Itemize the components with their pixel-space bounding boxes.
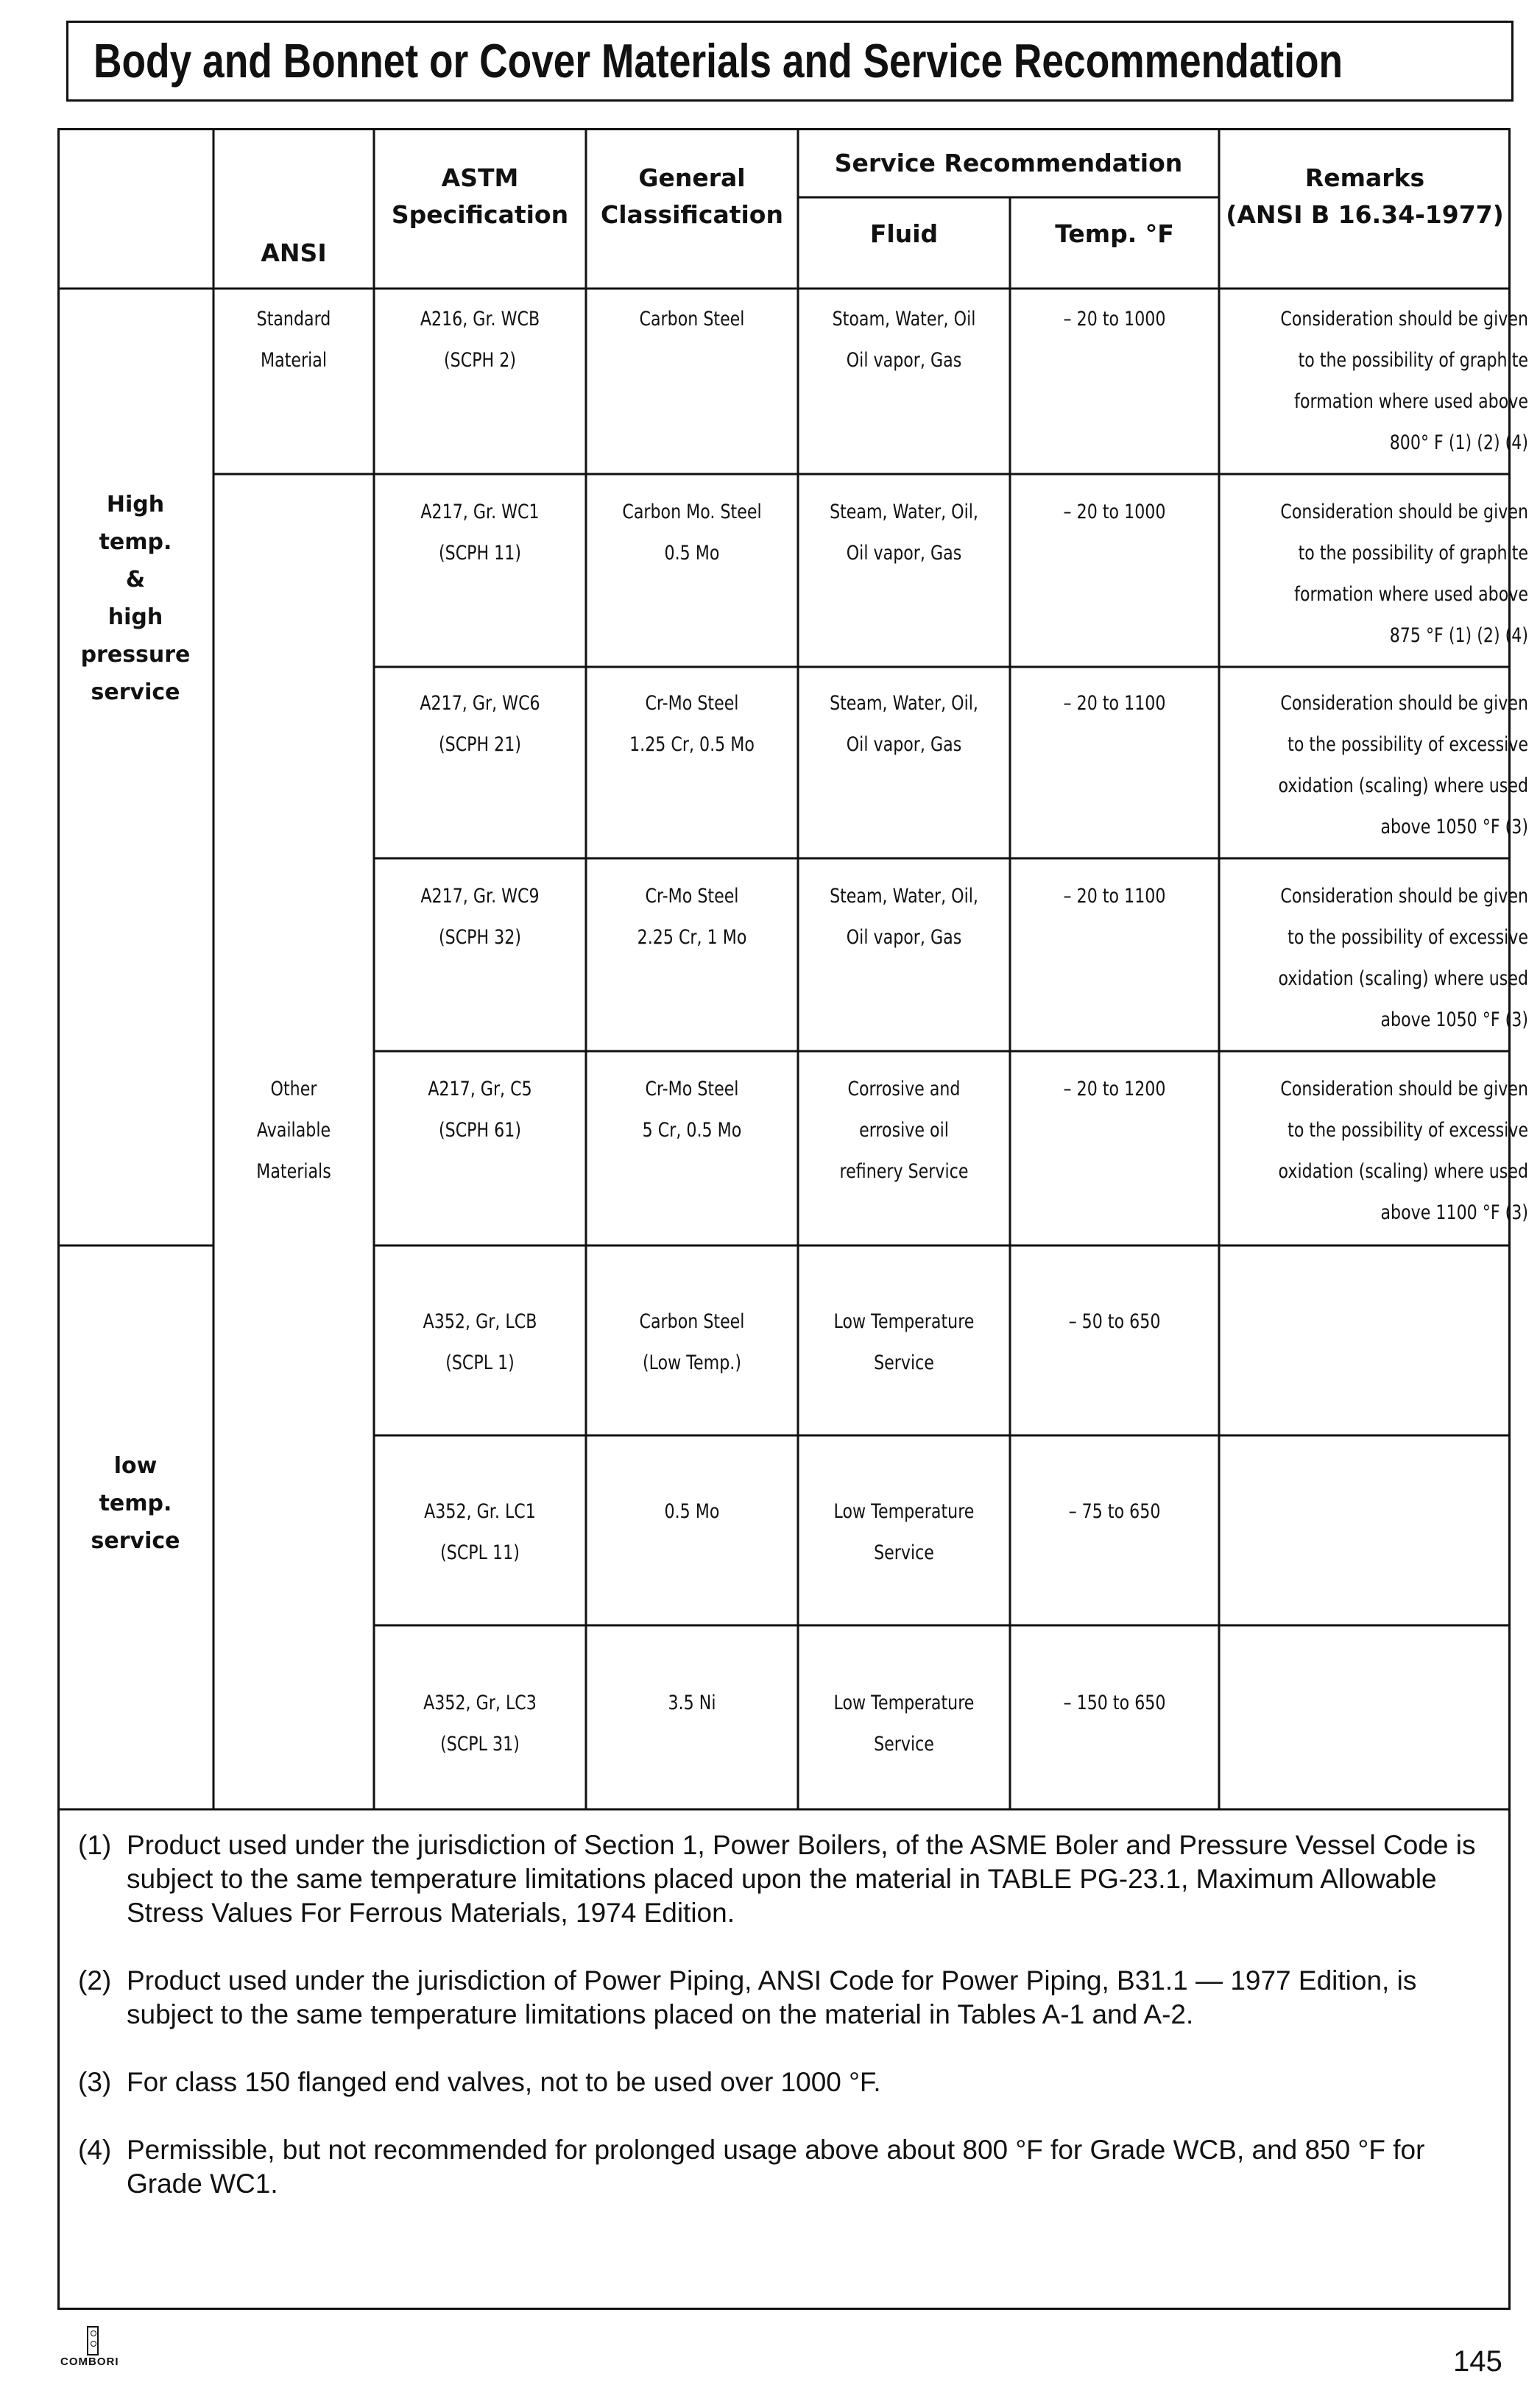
table-row-7-general: 0.5 Mo: [664, 1500, 720, 1523]
footnotes: [78, 1828, 1477, 2235]
footnote-3: [78, 2065, 1477, 2099]
table-row-2-temp: – 20 to 1000: [1063, 501, 1166, 523]
group-high-temp: High temp. & high pressure service: [80, 492, 191, 705]
table-row-2-general: Carbon Mo. Steel 0.5 Mo: [622, 501, 762, 565]
table-row-8-temp: – 150 to 650: [1063, 1692, 1166, 1714]
table-row-8-astm: A352, Gr, LC3 (SCPL 31): [423, 1692, 537, 1756]
table-row-2-remarks: Consideration should be given to the possibility of graphite formation where used above 875 °F (1) (2) (4): [1280, 501, 1528, 647]
header-astm-line2: Specification: [391, 200, 569, 229]
table-row-1-temp: – 20 to 1000: [1063, 308, 1166, 331]
table-row-1-astm: A216, Gr. WCB (SCPH 2): [420, 308, 540, 372]
logo-text: COMBORI: [60, 2356, 119, 2368]
table-row-5-fluid: Corrosive and errosive oil refinery Service: [839, 1078, 969, 1183]
header-fluid: Fluid: [869, 219, 939, 248]
table-row-7-temp: – 75 to 650: [1068, 1500, 1161, 1523]
publisher-logo: [60, 2326, 141, 2370]
table-row-1-general: Carbon Steel: [639, 308, 745, 331]
table-row-3-fluid: Steam, Water, Oil, Oil vapor, Gas: [830, 692, 978, 756]
ansi-other-materials: Other Available Materials: [256, 1078, 331, 1183]
ansi-standard-material: Standard Material: [256, 308, 331, 372]
page-number: 145: [1453, 2345, 1502, 2378]
table-row-8-general: 3.5 Ni: [668, 1692, 716, 1714]
footnote-4-text: Permissible, but not recommended for prolonged usage above about 800 °F for Grade WCB, and 850 °F for Grade WC1.: [127, 2135, 1425, 2199]
header-ansi: ANSI: [261, 238, 327, 267]
footnote-3-number: (3): [78, 2067, 112, 2097]
table-row-3-temp: – 20 to 1100: [1063, 692, 1166, 715]
header-service-recommendation: Service Recommendation: [834, 149, 1183, 177]
table-row-4-general: Cr-Mo Steel 2.25 Cr, 1 Mo: [637, 885, 747, 949]
table-row-5-general: Cr-Mo Steel 5 Cr, 0.5 Mo: [642, 1078, 742, 1142]
footnote-1-text: Product used under the jurisdiction of Section 1, Power Boilers, of the ASME Boler and Pressure Vessel Code is subject to the same temperature limitations placed upon the material in TABLE PG-23.1, Maximum Allowable Stress Values For Ferrous Materials, 1974 Edition.: [127, 1830, 1476, 1928]
footnote-4: [78, 2133, 1477, 2201]
table-row-4-remarks: Consideration should be given to the possibility of excessive oxidation (scaling) where used above 1050 °F (3): [1278, 885, 1528, 1031]
footnote-3-text: For class 150 flanged end valves, not to be used over 1000 °F.: [127, 2067, 881, 2097]
table-row-6-general: Carbon Steel (Low Temp.): [639, 1310, 745, 1374]
table-row-4-fluid: Steam, Water, Oil, Oil vapor, Gas: [830, 885, 978, 949]
footnote-1: [78, 1828, 1477, 1930]
table-row-7-astm: A352, Gr. LC1 (SCPL 11): [424, 1500, 536, 1564]
table-row-4-temp: – 20 to 1100: [1063, 885, 1166, 908]
table-row-8-fluid: Low Temperature Service: [833, 1692, 975, 1756]
footnote-2-text: Product used under the jurisdiction of Power Piping, ANSI Code for Power Piping, B31.1 — 1977 Edition, is subject to the same temperature limitations placed on the material in Tables A-1 and A-2.: [127, 1965, 1417, 2029]
footnote-2-number: (2): [78, 1965, 112, 1996]
header-remarks-line1: Remarks: [1304, 163, 1425, 192]
logo-icon: [87, 2326, 99, 2356]
table-row-5-temp: – 20 to 1200: [1063, 1078, 1166, 1100]
table-row-6-temp: – 50 to 650: [1068, 1310, 1161, 1333]
table-row-2-astm: A217, Gr. WC1 (SCPH 11): [420, 501, 540, 565]
table-row-1-remarks: Consideration should be given to the possibility of graphite formation where used above 800° F (1) (2) (4): [1280, 308, 1528, 454]
table-row-2-fluid: Steam, Water, Oil, Oil vapor, Gas: [830, 501, 978, 565]
group-low-temp: low temp. service: [91, 1453, 180, 1554]
page-title: Body and Bonnet or Cover Materials and Service Recommendation: [93, 34, 1343, 88]
table-row-4-astm: A217, Gr. WC9 (SCPH 32): [420, 885, 540, 949]
header-astm-line1: ASTM: [441, 163, 519, 192]
header-general-line1: General: [638, 163, 746, 192]
table-row-6-fluid: Low Temperature Service: [833, 1310, 975, 1374]
table-row-5-astm: A217, Gr, C5 (SCPH 61): [428, 1078, 532, 1142]
footnote-2: [78, 1964, 1477, 2032]
table-row-3-general: Cr-Mo Steel 1.25 Cr, 0.5 Mo: [629, 692, 755, 756]
header-temp: Temp. °F: [1055, 219, 1174, 248]
table-row-5-remarks: Consideration should be given to the possibility of excessive oxidation (scaling) where used above 1100 °F (3): [1278, 1078, 1528, 1224]
table-row-1-fluid: Stoam, Water, Oil Oil vapor, Gas: [832, 308, 976, 372]
header-general-line2: Classification: [601, 200, 783, 229]
table-row-7-fluid: Low Temperature Service: [833, 1500, 975, 1564]
table-row-3-astm: A217, Gr, WC6 (SCPH 21): [420, 692, 540, 756]
header-remarks-line2: (ANSI B 16.34-1977): [1226, 200, 1504, 229]
footnote-4-number: (4): [78, 2135, 112, 2165]
table-row-3-remarks: Consideration should be given to the possibility of excessive oxidation (scaling) where used above 1050 °F (3): [1278, 692, 1528, 838]
footnote-1-number: (1): [78, 1830, 112, 1860]
table-row-6-astm: A352, Gr, LCB (SCPL 1): [423, 1310, 537, 1374]
